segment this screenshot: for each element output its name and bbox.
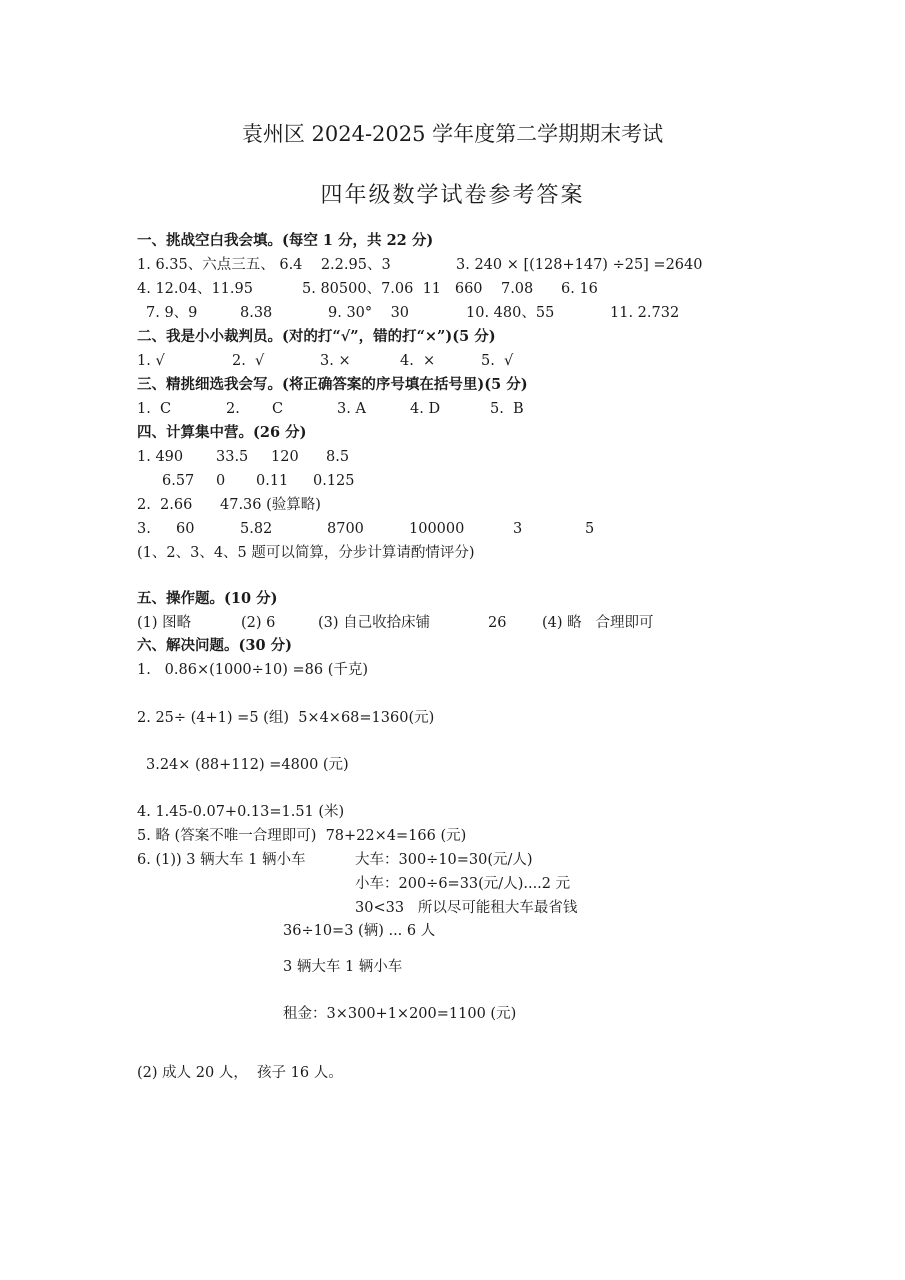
- s5-answer-4: (4) 略 合理即可: [542, 615, 654, 631]
- s5-answer-3-value: 26: [488, 615, 507, 631]
- s5-answer-1: (1) 图略: [137, 615, 192, 631]
- s3-answer-2-label: 2.: [226, 401, 240, 417]
- s1-answer-1-2: 1. 6.35、六点三五、 6.4 2.2.95、3: [137, 257, 391, 273]
- s4-row1-val2: 33.5: [216, 449, 249, 465]
- s4-row1-val4: 8.5: [326, 449, 350, 465]
- s3-answer-2-value: C: [272, 401, 284, 417]
- s3-answer-3: 3. A: [337, 401, 366, 417]
- s4-row4-val1: 60: [176, 521, 195, 537]
- s4-row1-val1: 1. 490: [137, 449, 184, 465]
- s1-answer-4: 4. 12.04、11.95: [137, 281, 253, 297]
- s4-scoring-note: (1、2、3、4、5 题可以简算，分步计算请酌情评分): [137, 545, 475, 561]
- s6-answer-6-big-bus: 大车：300÷10=30(元/人): [355, 852, 533, 868]
- section-4-heading: 四、计算集中营。(26 分): [137, 424, 307, 441]
- s5-answer-2: (2) 6: [241, 615, 276, 631]
- s4-row4-label: 3.: [137, 521, 151, 537]
- s6-answer-2: 2. 25÷ (4+1) =5 (组) 5×4×68=1360(元): [137, 710, 435, 726]
- s3-answer-4: 4. D: [410, 401, 441, 417]
- s4-row4-val5: 3: [513, 521, 523, 537]
- s2-answer-5: 5. √: [481, 353, 514, 369]
- s4-row1-val3: 120: [271, 449, 299, 465]
- s3-answer-1: 1. C: [137, 401, 172, 417]
- section-2-heading: 二、我是小小裁判员。(对的打“√”，错的打“×”)(5 分): [137, 328, 496, 345]
- s4-row4-val4: 100000: [409, 521, 465, 537]
- s2-answer-4: 4. ×: [400, 353, 436, 369]
- s4-row2-val1: 6.57: [162, 473, 195, 489]
- section-1-heading: 一、挑战空白我会填。(每空 1 分，共 22 分): [137, 232, 434, 249]
- s1-answer-7: 7. 9、9: [146, 305, 198, 321]
- exam-title: 袁州区 2024-2025 学年度第二学期期末考试: [241, 122, 664, 146]
- s1-answer-8: 8.38: [240, 305, 273, 321]
- s6-answer-6-compare: 30<33 所以尽可能租大车最省钱: [355, 900, 578, 916]
- s4-row2-val2: 0: [216, 473, 226, 489]
- s5-answer-3: (3) 自己收拾床铺: [318, 615, 431, 631]
- s6-answer-6-division: 36÷10=3 (辆) ... 6 人: [283, 923, 436, 939]
- section-6-heading: 六、解决问题。(30 分): [137, 637, 292, 654]
- s6-answer-6-plan: 3 辆大车 1 辆小车: [283, 959, 403, 975]
- s4-row2-val4: 0.125: [313, 473, 355, 489]
- s6-answer-6-rent: 租金：3×300+1×200=1100 (元): [283, 1006, 517, 1022]
- s4-row4-val3: 8700: [327, 521, 364, 537]
- s4-row3: 2. 2.66 47.36 (验算略): [137, 497, 321, 513]
- s1-answer-9: 9. 30° 30: [328, 305, 410, 321]
- s6-answer-4: 4. 1.45-0.07+0.13=1.51 (米): [137, 804, 345, 820]
- answer-key-subtitle: 四年级数学试卷参考答案: [320, 183, 585, 208]
- s4-row4-val6: 5: [585, 521, 595, 537]
- s3-answer-5: 5. B: [490, 401, 524, 417]
- s6-answer-6-part2: (2) 成人 20 人， 孩子 16 人。: [137, 1065, 343, 1081]
- s6-answer-6-small-bus: 小车：200÷6=33(元/人)....2 元: [355, 876, 571, 892]
- s6-answer-1: 1. 0.86×(1000÷10) =86 (千克): [137, 662, 369, 678]
- s6-answer-5: 5. 略 (答案不唯一合理即可) 78+22×4=166 (元): [137, 828, 467, 844]
- s2-answer-1: 1. √: [137, 353, 165, 369]
- s2-answer-2: 2. √: [232, 353, 265, 369]
- s4-row4-val2: 5.82: [240, 521, 273, 537]
- s1-answer-6: 6. 16: [561, 281, 598, 297]
- section-5-heading: 五、操作题。(10 分): [137, 590, 278, 607]
- s1-answer-11: 11. 2.732: [610, 305, 680, 321]
- s2-answer-3: 3. ×: [320, 353, 351, 369]
- s1-answer-10: 10. 480、55: [466, 305, 555, 321]
- s6-answer-3: 3.24× (88+112) =4800 (元): [146, 757, 349, 773]
- s4-row2-val3: 0.11: [256, 473, 289, 489]
- s1-answer-5: 5. 80500、7.06 11 660 7.08: [302, 281, 534, 297]
- s6-answer-6-part1: 6. (1)) 3 辆大车 1 辆小车: [137, 852, 306, 868]
- s1-answer-3: 3. 240 × [(128+147) ÷25] =2640: [456, 257, 703, 273]
- section-3-heading: 三、精挑细选我会写。(将正确答案的序号填在括号里)(5 分): [137, 376, 528, 393]
